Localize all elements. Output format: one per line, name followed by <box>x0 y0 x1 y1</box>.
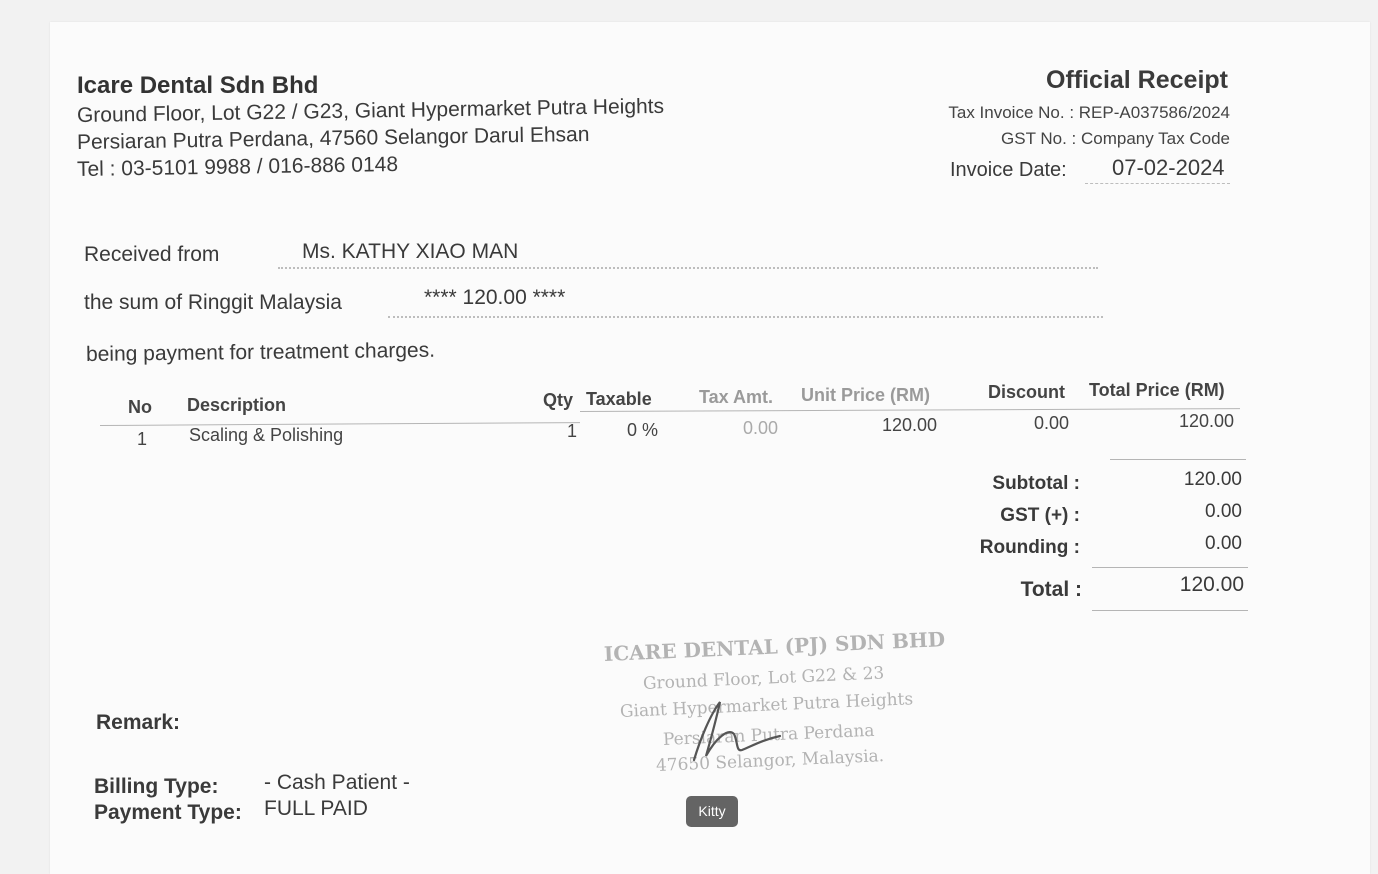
stamp-line5: 47650 Selangor, Malaysia. <box>655 746 885 776</box>
row-unit-price: 120.00 <box>882 415 938 435</box>
stamp-line1: ICARE DENTAL (PJ) SDN BHD <box>603 627 946 666</box>
total-value: 120.00 <box>1179 573 1244 596</box>
stamp-line4: Persiaran Putra Perdana <box>662 720 875 750</box>
invoice-date: 07-02-2024 <box>1112 155 1225 180</box>
col-header-unit-price: Unit Price (RM) <box>801 385 931 405</box>
payment-purpose: being payment for treatment charges. <box>85 338 436 366</box>
col-header-no: No <box>128 397 152 417</box>
gst-number: GST No. : Company Tax Code <box>1001 129 1230 148</box>
row-no: 1 <box>137 429 148 449</box>
total-label: Total : <box>1020 578 1082 601</box>
remark-label: Remark: <box>96 711 181 734</box>
invoice-date-label: Invoice Date: <box>950 159 1067 181</box>
company-tel: Tel : 03-5101 9988 / 016-886 0148 <box>76 152 399 181</box>
total-top-rule <box>1092 567 1248 568</box>
row-total-price: 120.00 <box>1179 411 1235 431</box>
received-from-dotline <box>278 267 1098 269</box>
gst-value: 0.00 <box>1205 501 1242 522</box>
payment-type-label: Payment Type: <box>94 801 242 824</box>
total-bottom-rule <box>1092 610 1248 611</box>
col-header-total-price: Total Price (RM) <box>1089 380 1225 400</box>
row-tax-amt: 0.00 <box>743 418 779 438</box>
company-name: Icare Dental Sdn Bhd <box>77 72 319 99</box>
received-from-label: Received from <box>84 243 220 266</box>
signature-icon <box>680 690 790 770</box>
company-address-line2: Persiaran Putra Perdana, 47560 Selangor Darul Ehsan <box>76 122 590 154</box>
received-from-name: Ms. KATHY XIAO MAN <box>302 240 519 263</box>
sum-value: **** 120.00 **** <box>424 286 566 309</box>
billing-type-label: Billing Type: <box>94 775 219 798</box>
payment-type-value: FULL PAID <box>264 797 368 820</box>
billing-type-value: - Cash Patient - <box>264 771 410 794</box>
row-description: Scaling & Polishing <box>189 425 344 445</box>
summary-top-rule <box>1110 459 1246 460</box>
signature-tooltip: Kitty <box>686 796 738 827</box>
sum-dotline <box>388 316 1103 318</box>
subtotal-label: Subtotal : <box>992 473 1080 494</box>
gst-label: GST (+) : <box>1000 505 1080 526</box>
row-discount: 0.00 <box>1034 413 1070 433</box>
col-header-discount: Discount <box>988 382 1066 402</box>
col-header-tax-amt: Tax Amt. <box>699 387 774 407</box>
stamp-line2: Ground Floor, Lot G22 & 23 <box>642 663 885 694</box>
tax-invoice-number: Tax Invoice No. : REP-A037586/2024 <box>948 103 1230 122</box>
invoice-date-underline <box>1085 183 1230 184</box>
col-header-qty: Qty <box>543 390 574 410</box>
rounding-label: Rounding : <box>979 537 1080 558</box>
receipt-title: Official Receipt <box>1046 66 1228 94</box>
rounding-value: 0.00 <box>1205 533 1242 554</box>
company-address-line1: Ground Floor, Lot G22 / G23, Giant Hypermarket Putra Heights <box>76 94 665 127</box>
subtotal-value: 120.00 <box>1183 469 1242 490</box>
stamp-line3: Giant Hypermarket Putra Heights <box>619 689 914 722</box>
row-qty: 1 <box>567 421 578 441</box>
row-taxable: 0 % <box>627 420 659 440</box>
col-header-taxable: Taxable <box>586 389 652 409</box>
sum-label: the sum of Ringgit Malaysia <box>84 291 342 314</box>
col-header-description: Description <box>187 395 287 415</box>
